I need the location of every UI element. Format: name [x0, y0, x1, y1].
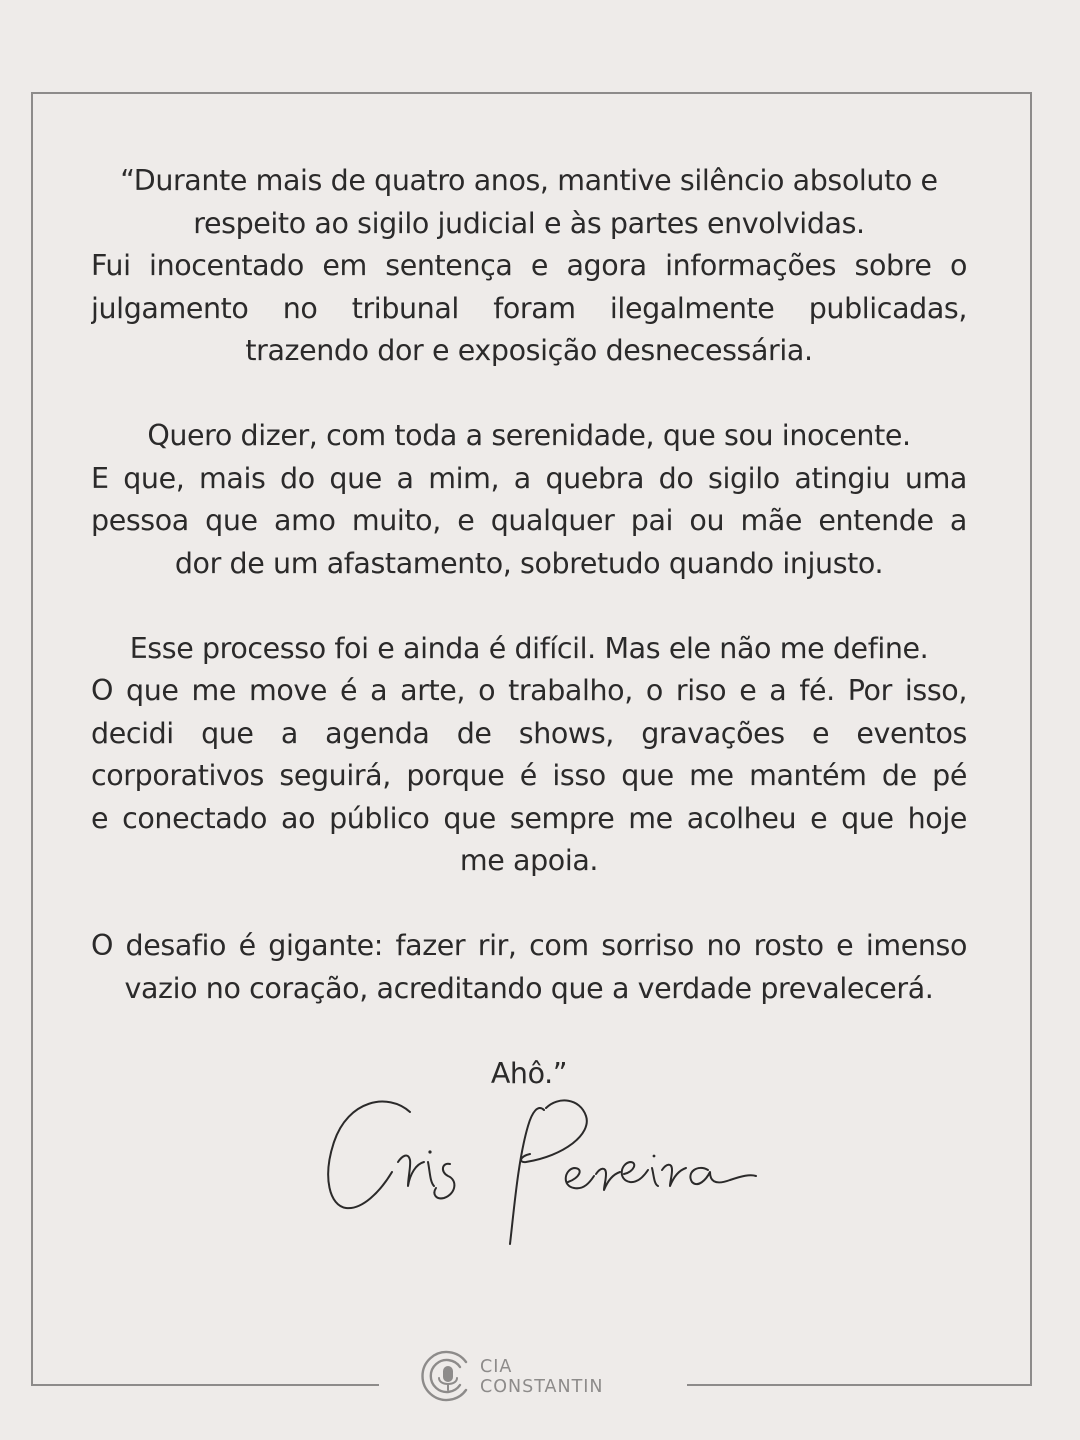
text-line: “Durante mais de quatro anos, mantive silêncio absoluto e [120, 164, 938, 197]
text-line: me apoia. [459, 844, 599, 877]
text-line: E que, mais do que a mim, a quebra do sigilo atingiu uma [91, 461, 967, 495]
logo-line-2: CONSTANTIN [480, 1377, 604, 1397]
text-line: decidi que a agenda de shows, gravações e eventos [91, 716, 967, 750]
statement-letter [91, 160, 967, 1095]
border-bottom-left [31, 1384, 379, 1386]
text-line: Quero dizer, com toda a serenidade, que sou inocente. [147, 419, 911, 452]
text-line: trazendo dor e exposição desnecessária. [245, 334, 813, 367]
paragraph-3 [91, 628, 967, 883]
logo-line-1: CIA [480, 1357, 513, 1377]
text-line: respeito ao sigilo judicial e às partes envolvidas. [193, 206, 865, 240]
paragraph-4 [91, 925, 967, 1010]
text-line: Fui inocentado em sentença e agora informações sobre o [91, 249, 967, 282]
text-line: O que me move é a arte, o trabalho, o riso e a fé. Por isso, [91, 674, 967, 707]
text-line: corporativos seguirá, porque é isso que me mantém de pé [91, 759, 967, 792]
microphone-logo-icon [420, 1348, 476, 1404]
text-line: vazio no coração, acreditando que a verdade prevalecerá. [124, 971, 934, 1005]
closing-text: Ahô.” [490, 1056, 568, 1090]
logo-wordmark [480, 1357, 604, 1397]
border-bottom-right [687, 1384, 1032, 1386]
text-line: dor de um afastamento, sobretudo quando injusto. [174, 546, 884, 580]
paragraph-2 [91, 415, 967, 585]
closing [91, 1053, 967, 1096]
text-line: julgamento no tribunal foram ilegalmente publicadas, [91, 291, 967, 325]
text-line: e conectado ao público que sempre me acolheu e que hoje [91, 801, 967, 835]
company-logo [420, 1348, 650, 1406]
signature [318, 1090, 758, 1250]
text-line: O desafio é gigante: fazer rir, com sorriso no rosto e imenso [91, 929, 967, 962]
paragraph-1 [91, 160, 967, 373]
text-line: Esse processo foi e ainda é difícil. Mas ele não me define. [129, 631, 929, 665]
text-line: pessoa que amo muito, e qualquer pai ou mãe entende a [91, 504, 967, 537]
